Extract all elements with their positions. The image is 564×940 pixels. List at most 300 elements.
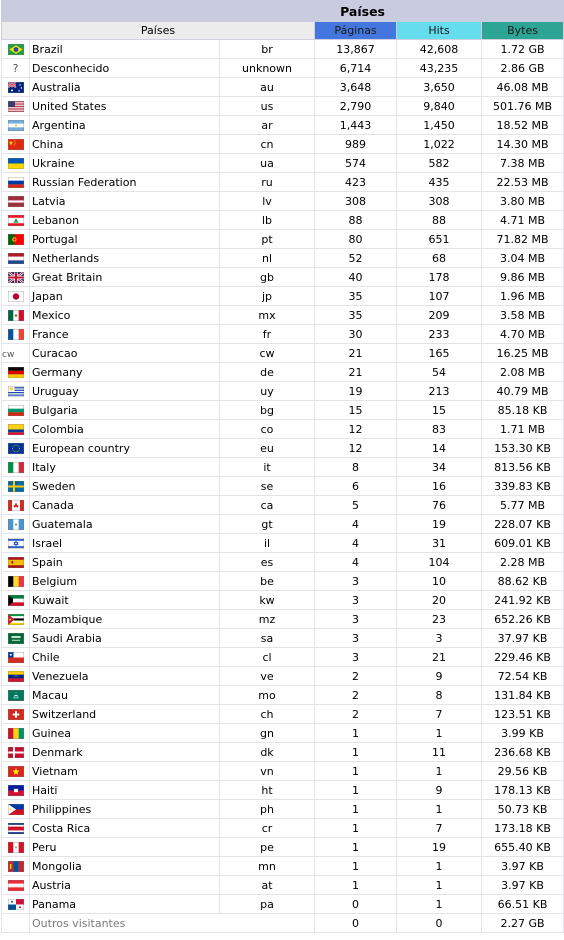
hits-value: 104 bbox=[397, 553, 482, 572]
hits-value: 582 bbox=[397, 154, 482, 173]
other-flag-cell bbox=[2, 914, 30, 933]
country-name: Desconhecido bbox=[30, 59, 220, 78]
pages-value: 1 bbox=[315, 800, 397, 819]
pages-value: 12 bbox=[315, 420, 397, 439]
country-name: Mexico bbox=[30, 306, 220, 325]
table-row bbox=[2, 838, 564, 857]
country-code: cr bbox=[220, 819, 315, 838]
table-row bbox=[2, 686, 564, 705]
flag-us-icon bbox=[8, 101, 24, 112]
pages-value: 80 bbox=[315, 230, 397, 249]
flag-cell bbox=[2, 135, 30, 154]
country-code: ht bbox=[220, 781, 315, 800]
flag-cell bbox=[2, 648, 30, 667]
pages-value: 2 bbox=[315, 667, 397, 686]
pages-value: 574 bbox=[315, 154, 397, 173]
country-name: Vietnam bbox=[30, 762, 220, 781]
table-row bbox=[2, 192, 564, 211]
country-code: mz bbox=[220, 610, 315, 629]
country-name: Peru bbox=[30, 838, 220, 857]
flag-cell bbox=[2, 724, 30, 743]
country-code: ve bbox=[220, 667, 315, 686]
hits-value: 1 bbox=[397, 800, 482, 819]
table-row bbox=[2, 211, 564, 230]
country-name: France bbox=[30, 325, 220, 344]
flag-cell bbox=[2, 230, 30, 249]
hits-value: 76 bbox=[397, 496, 482, 515]
pages-value: 1 bbox=[315, 819, 397, 838]
hits-value: 16 bbox=[397, 477, 482, 496]
flag-vn-icon bbox=[8, 766, 24, 777]
hits-value: 34 bbox=[397, 458, 482, 477]
pages-value: 1 bbox=[315, 762, 397, 781]
other-visitors-label: Outros visitantes bbox=[30, 914, 315, 933]
pages-value: 12 bbox=[315, 439, 397, 458]
flag-cell bbox=[2, 819, 30, 838]
pages-value: 3 bbox=[315, 591, 397, 610]
hits-value: 1,450 bbox=[397, 116, 482, 135]
table-row bbox=[2, 724, 564, 743]
flag-cell bbox=[2, 876, 30, 895]
country-name: Germany bbox=[30, 363, 220, 382]
header-row bbox=[2, 22, 564, 40]
pages-value: 1 bbox=[315, 724, 397, 743]
flag-fr-icon bbox=[8, 329, 24, 340]
hits-value: 9,840 bbox=[397, 97, 482, 116]
flag-pa-icon bbox=[8, 899, 24, 910]
pages-value: 13,867 bbox=[315, 40, 397, 59]
country-code: be bbox=[220, 572, 315, 591]
table-row bbox=[2, 591, 564, 610]
table-row bbox=[2, 325, 564, 344]
flag-au-icon bbox=[8, 82, 24, 93]
flag-cell bbox=[2, 382, 30, 401]
flag-ve-icon bbox=[8, 671, 24, 682]
title-row bbox=[2, 1, 564, 22]
other-visitors-row bbox=[2, 914, 564, 933]
country-name: Philippines bbox=[30, 800, 220, 819]
bytes-value: 229.46 KB bbox=[482, 648, 564, 667]
pages-value: 15 bbox=[315, 401, 397, 420]
country-name: Canada bbox=[30, 496, 220, 515]
pages-value: 6,714 bbox=[315, 59, 397, 78]
bytes-value: 85.18 KB bbox=[482, 401, 564, 420]
flag-cell bbox=[2, 401, 30, 420]
bytes-value: 46.08 MB bbox=[482, 78, 564, 97]
table-row bbox=[2, 629, 564, 648]
country-code: ua bbox=[220, 154, 315, 173]
bytes-value: 16.25 MB bbox=[482, 344, 564, 363]
hits-value: 31 bbox=[397, 534, 482, 553]
flag-cell bbox=[2, 59, 30, 78]
pages-value: 1 bbox=[315, 857, 397, 876]
country-code: dk bbox=[220, 743, 315, 762]
country-name: Sweden bbox=[30, 477, 220, 496]
table-row bbox=[2, 648, 564, 667]
table-row bbox=[2, 401, 564, 420]
bytes-value: 241.92 KB bbox=[482, 591, 564, 610]
unknown-flag-icon: ? bbox=[12, 61, 19, 75]
flag-cell bbox=[2, 363, 30, 382]
hits-value: 23 bbox=[397, 610, 482, 629]
bytes-value: 131.84 KB bbox=[482, 686, 564, 705]
hits-value: 43,235 bbox=[397, 59, 482, 78]
pages-value: 6 bbox=[315, 477, 397, 496]
country-name: Russian Federation bbox=[30, 173, 220, 192]
hits-value: 233 bbox=[397, 325, 482, 344]
country-code: jp bbox=[220, 287, 315, 306]
flag-se-icon bbox=[8, 481, 24, 492]
hits-value: 3,650 bbox=[397, 78, 482, 97]
bytes-value: 3.97 KB bbox=[482, 876, 564, 895]
country-name: United States bbox=[30, 97, 220, 116]
bytes-value: 3.99 KB bbox=[482, 724, 564, 743]
table-row bbox=[2, 876, 564, 895]
hits-value: 68 bbox=[397, 249, 482, 268]
bytes-value: 813.56 KB bbox=[482, 458, 564, 477]
bytes-value: 3.97 KB bbox=[482, 857, 564, 876]
header-countries: Países bbox=[2, 22, 315, 40]
bytes-value: 5.77 MB bbox=[482, 496, 564, 515]
flag-lv-icon bbox=[8, 196, 24, 207]
flag-cell bbox=[2, 743, 30, 762]
header-pages: Páginas bbox=[315, 22, 397, 40]
flag-pe-icon bbox=[8, 842, 24, 853]
country-code: de bbox=[220, 363, 315, 382]
flag-ca-icon bbox=[8, 500, 24, 511]
country-code: lv bbox=[220, 192, 315, 211]
hits-value: 11 bbox=[397, 743, 482, 762]
country-name: China bbox=[30, 135, 220, 154]
country-name: Netherlands bbox=[30, 249, 220, 268]
table-row bbox=[2, 344, 564, 363]
hits-value: 308 bbox=[397, 192, 482, 211]
country-code: vn bbox=[220, 762, 315, 781]
flag-cell bbox=[2, 553, 30, 572]
bytes-value: 2.86 GB bbox=[482, 59, 564, 78]
bytes-value: 14.30 MB bbox=[482, 135, 564, 154]
table-title-cell bbox=[2, 1, 564, 22]
flag-gb-icon bbox=[8, 272, 24, 283]
pages-value: 40 bbox=[315, 268, 397, 287]
flag-de-icon bbox=[8, 367, 24, 378]
country-code: cl bbox=[220, 648, 315, 667]
table-row bbox=[2, 667, 564, 686]
country-name: Belgium bbox=[30, 572, 220, 591]
flag-uy-icon bbox=[8, 386, 24, 397]
flag-gt-icon bbox=[8, 519, 24, 530]
country-code: il bbox=[220, 534, 315, 553]
hits-value: 42,608 bbox=[397, 40, 482, 59]
bytes-value: 9.86 MB bbox=[482, 268, 564, 287]
pages-value: 4 bbox=[315, 553, 397, 572]
pages-value: 35 bbox=[315, 287, 397, 306]
flag-cell bbox=[2, 781, 30, 800]
table-row bbox=[2, 268, 564, 287]
flag-cell bbox=[2, 515, 30, 534]
country-name: Mozambique bbox=[30, 610, 220, 629]
country-name: Uruguay bbox=[30, 382, 220, 401]
hits-value: 651 bbox=[397, 230, 482, 249]
countries-table bbox=[1, 0, 564, 933]
flag-eu-icon bbox=[8, 443, 24, 454]
country-name: Macau bbox=[30, 686, 220, 705]
pages-value: 2 bbox=[315, 705, 397, 724]
flag-cell bbox=[2, 800, 30, 819]
hits-value: 8 bbox=[397, 686, 482, 705]
hits-value: 1 bbox=[397, 857, 482, 876]
flag-mn-icon bbox=[8, 861, 24, 872]
flag-ru-icon bbox=[8, 177, 24, 188]
table-row bbox=[2, 496, 564, 515]
flag-cr-icon bbox=[8, 823, 24, 834]
table-row bbox=[2, 154, 564, 173]
flag-kw-icon bbox=[8, 595, 24, 606]
country-code: lb bbox=[220, 211, 315, 230]
bytes-value: 66.51 KB bbox=[482, 895, 564, 914]
flag-cell bbox=[2, 78, 30, 97]
table-row bbox=[2, 382, 564, 401]
hits-value: 165 bbox=[397, 344, 482, 363]
pages-value: 423 bbox=[315, 173, 397, 192]
bytes-value: 153.30 KB bbox=[482, 439, 564, 458]
flag-cell bbox=[2, 591, 30, 610]
hits-value: 54 bbox=[397, 363, 482, 382]
flag-cell bbox=[2, 211, 30, 230]
bytes-value: 501.76 MB bbox=[482, 97, 564, 116]
pages-value: 1 bbox=[315, 781, 397, 800]
flag-mx-icon bbox=[8, 310, 24, 321]
flag-cell bbox=[2, 268, 30, 287]
flag-cell bbox=[2, 306, 30, 325]
hits-value: 1 bbox=[397, 876, 482, 895]
country-code: it bbox=[220, 458, 315, 477]
bytes-value: 72.54 KB bbox=[482, 667, 564, 686]
country-name: Denmark bbox=[30, 743, 220, 762]
pages-value: 35 bbox=[315, 306, 397, 325]
pages-value: 1 bbox=[315, 838, 397, 857]
bytes-value: 3.80 MB bbox=[482, 192, 564, 211]
hits-value: 9 bbox=[397, 781, 482, 800]
country-code: mn bbox=[220, 857, 315, 876]
other-hits-value: 0 bbox=[397, 914, 482, 933]
country-code: ca bbox=[220, 496, 315, 515]
table-row bbox=[2, 762, 564, 781]
bytes-value: 1.71 MB bbox=[482, 420, 564, 439]
flag-cell bbox=[2, 97, 30, 116]
country-name: Portugal bbox=[30, 230, 220, 249]
hits-value: 3 bbox=[397, 629, 482, 648]
bytes-value: 18.52 MB bbox=[482, 116, 564, 135]
bytes-value: 37.97 KB bbox=[482, 629, 564, 648]
table-row bbox=[2, 515, 564, 534]
pages-value: 19 bbox=[315, 382, 397, 401]
pages-value: 88 bbox=[315, 211, 397, 230]
country-code: at bbox=[220, 876, 315, 895]
pages-value: 4 bbox=[315, 515, 397, 534]
bytes-value: 22.53 MB bbox=[482, 173, 564, 192]
country-code: mx bbox=[220, 306, 315, 325]
country-name: Israel bbox=[30, 534, 220, 553]
flag-ua-icon bbox=[8, 158, 24, 169]
hits-value: 10 bbox=[397, 572, 482, 591]
header-bytes: Bytes bbox=[482, 22, 564, 40]
bytes-value: 4.70 MB bbox=[482, 325, 564, 344]
flag-at-icon bbox=[8, 880, 24, 891]
flag-cl-icon bbox=[8, 652, 24, 663]
flag-ph-icon bbox=[8, 804, 24, 815]
country-name: Haiti bbox=[30, 781, 220, 800]
flag-cell bbox=[2, 496, 30, 515]
other-pages-value: 0 bbox=[315, 914, 397, 933]
bytes-value: 71.82 MB bbox=[482, 230, 564, 249]
pages-value: 308 bbox=[315, 192, 397, 211]
hits-value: 19 bbox=[397, 838, 482, 857]
table-row bbox=[2, 59, 564, 78]
pages-value: 3 bbox=[315, 610, 397, 629]
bytes-value: 228.07 KB bbox=[482, 515, 564, 534]
hits-value: 1 bbox=[397, 895, 482, 914]
table-row bbox=[2, 895, 564, 914]
country-name: Bulgaria bbox=[30, 401, 220, 420]
country-name: Saudi Arabia bbox=[30, 629, 220, 648]
bytes-value: 609.01 KB bbox=[482, 534, 564, 553]
country-code: gn bbox=[220, 724, 315, 743]
bytes-value: 29.56 KB bbox=[482, 762, 564, 781]
country-code: pa bbox=[220, 895, 315, 914]
hits-value: 107 bbox=[397, 287, 482, 306]
country-code: se bbox=[220, 477, 315, 496]
flag-cell bbox=[2, 705, 30, 724]
hits-value: 21 bbox=[397, 648, 482, 667]
country-code: eu bbox=[220, 439, 315, 458]
hits-value: 435 bbox=[397, 173, 482, 192]
table-row bbox=[2, 610, 564, 629]
hits-value: 7 bbox=[397, 705, 482, 724]
country-name: Switzerland bbox=[30, 705, 220, 724]
flag-cell bbox=[2, 325, 30, 344]
country-code: ph bbox=[220, 800, 315, 819]
flag-cell bbox=[2, 762, 30, 781]
flag-cell bbox=[2, 534, 30, 553]
country-name: European country bbox=[30, 439, 220, 458]
pages-value: 0 bbox=[315, 895, 397, 914]
hits-value: 1 bbox=[397, 762, 482, 781]
flag-jp-icon bbox=[8, 291, 24, 302]
country-name: Guatemala bbox=[30, 515, 220, 534]
table-row bbox=[2, 781, 564, 800]
flag-cell bbox=[2, 629, 30, 648]
broken-flag-image-icon: cw bbox=[2, 349, 15, 360]
flag-gn-icon bbox=[8, 728, 24, 739]
bytes-value: 123.51 KB bbox=[482, 705, 564, 724]
pages-value: 3 bbox=[315, 572, 397, 591]
flag-cell bbox=[2, 667, 30, 686]
pages-value: 30 bbox=[315, 325, 397, 344]
country-code: unknown bbox=[220, 59, 315, 78]
flag-ch-icon bbox=[8, 709, 24, 720]
hits-value: 15 bbox=[397, 401, 482, 420]
bytes-value: 3.58 MB bbox=[482, 306, 564, 325]
country-name: Costa Rica bbox=[30, 819, 220, 838]
hits-value: 178 bbox=[397, 268, 482, 287]
pages-value: 8 bbox=[315, 458, 397, 477]
country-code: mo bbox=[220, 686, 315, 705]
countries-table-body bbox=[2, 1, 564, 933]
country-code: ch bbox=[220, 705, 315, 724]
bytes-value: 3.04 MB bbox=[482, 249, 564, 268]
header-hits: Hits bbox=[397, 22, 482, 40]
table-row bbox=[2, 819, 564, 838]
country-code: ru bbox=[220, 173, 315, 192]
hits-value: 1 bbox=[397, 724, 482, 743]
table-row bbox=[2, 743, 564, 762]
country-name: Latvia bbox=[30, 192, 220, 211]
bytes-value: 2.08 MB bbox=[482, 363, 564, 382]
flag-cell bbox=[2, 838, 30, 857]
pages-value: 5 bbox=[315, 496, 397, 515]
country-code: au bbox=[220, 78, 315, 97]
table-row bbox=[2, 458, 564, 477]
flag-co-icon bbox=[8, 424, 24, 435]
table-row bbox=[2, 439, 564, 458]
flag-cell bbox=[2, 287, 30, 306]
country-name: Spain bbox=[30, 553, 220, 572]
hits-value: 9 bbox=[397, 667, 482, 686]
flag-cell bbox=[2, 458, 30, 477]
bytes-value: 2.28 MB bbox=[482, 553, 564, 572]
table-row bbox=[2, 116, 564, 135]
flag-cell bbox=[2, 40, 30, 59]
bytes-value: 1.96 MB bbox=[482, 287, 564, 306]
pages-value: 2,790 bbox=[315, 97, 397, 116]
country-name: Australia bbox=[30, 78, 220, 97]
flag-il-icon bbox=[8, 538, 24, 549]
country-code: ar bbox=[220, 116, 315, 135]
country-code: kw bbox=[220, 591, 315, 610]
pages-value: 3 bbox=[315, 629, 397, 648]
table-row bbox=[2, 135, 564, 154]
country-name: Panama bbox=[30, 895, 220, 914]
flag-it-icon bbox=[8, 462, 24, 473]
pages-value: 21 bbox=[315, 344, 397, 363]
country-code: gb bbox=[220, 268, 315, 287]
country-name: Colombia bbox=[30, 420, 220, 439]
flag-mo-icon bbox=[8, 690, 24, 701]
table-row bbox=[2, 230, 564, 249]
bytes-value: 178.13 KB bbox=[482, 781, 564, 800]
flag-cell bbox=[2, 154, 30, 173]
country-name: Great Britain bbox=[30, 268, 220, 287]
pages-value: 3,648 bbox=[315, 78, 397, 97]
bytes-value: 236.68 KB bbox=[482, 743, 564, 762]
pages-value: 52 bbox=[315, 249, 397, 268]
hits-value: 88 bbox=[397, 211, 482, 230]
country-name: Mongolia bbox=[30, 857, 220, 876]
bytes-value: 4.71 MB bbox=[482, 211, 564, 230]
flag-cell bbox=[2, 686, 30, 705]
table-row bbox=[2, 705, 564, 724]
flag-ar-icon bbox=[8, 120, 24, 131]
country-name: Japan bbox=[30, 287, 220, 306]
bytes-value: 1.72 GB bbox=[482, 40, 564, 59]
country-code: sa bbox=[220, 629, 315, 648]
hits-value: 14 bbox=[397, 439, 482, 458]
country-name: Lebanon bbox=[30, 211, 220, 230]
flag-bg-icon bbox=[8, 405, 24, 416]
country-name: Venezuela bbox=[30, 667, 220, 686]
table-title: Países bbox=[340, 3, 385, 19]
